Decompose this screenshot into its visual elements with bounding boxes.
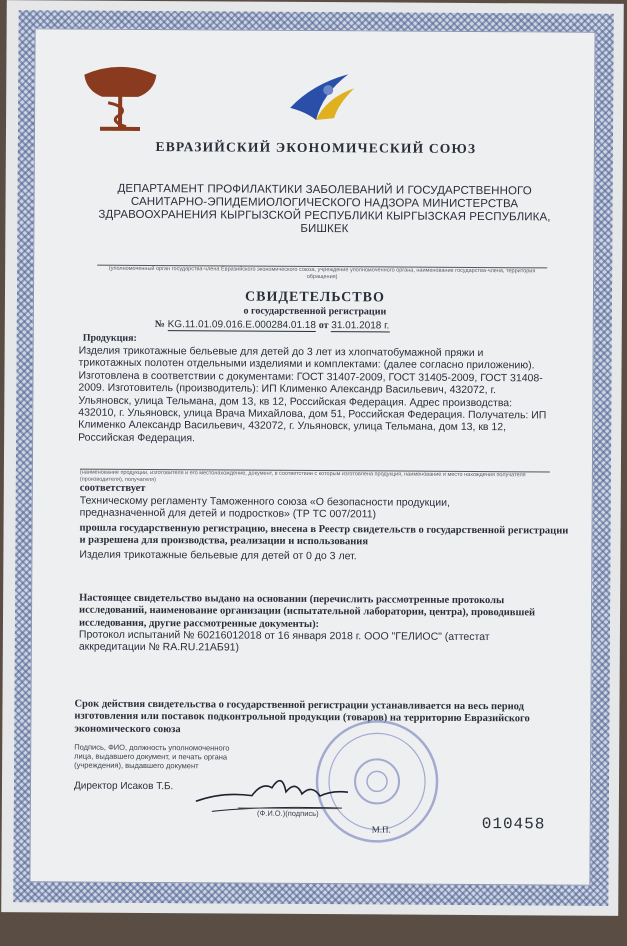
basis-text: Протокол испытаний № 60216012018 от 16 января 2018 г. ООО "ГЕЛИОС" (аттестат аккредитации № RA.RU.21АБ91) bbox=[78, 628, 490, 654]
department-name: ДЕПАРТАМЕНТ ПРОФИЛАКТИКИ ЗАБОЛЕВАНИЙ И ГОСУДАРСТВЕННОГО САНИТАРНО-ЭПИДЕМИОЛОГИЧЕСКОГО НАДЗОРА МИНИСТЕРСТВА ЗДРАВООХРАНЕНИЯ КЫРГЫЗСКОЙ РЕСПУБЛИКИ КЫРГЫЗСКАЯ РЕСПУБЛИКА, БИШКЕК bbox=[98, 182, 551, 236]
registration-text: прошла государственную регистрацию, внесена в Реестр свидетельств о государственной регистрации и разрешена для производства, реализации и использования bbox=[79, 522, 569, 548]
certificate-sheet bbox=[1, 0, 624, 916]
registration-usage: Изделия трикотажные бельевые для детей от 0 до 3 лет. bbox=[79, 548, 357, 563]
validity-text: Срок действия свидетельства о государственной регистрации устанавливается на весь период изготовления или поставок подконтрольной продукции (товаров) на территорию Евразийского экономического союза bbox=[74, 698, 530, 736]
medical-emblem-icon bbox=[78, 53, 162, 134]
conformity-text: Техническому регламенту Таможенного союза «О безопасности продукции, предназначенной для детей и подростков» (ТР ТС 007/2011) bbox=[79, 494, 450, 521]
certificate-number-line bbox=[155, 319, 390, 331]
product-description: Изделия трикотажные бельевые для детей до 3 лет из хлопчатобумажной пряжи и трикотажных полотен отдельными изделиями и комплектами: (далее согласно приложению). Изготовлена в соответствии с документами: ГОСТ 31407-2009, ГОСТ 31405-2009, ГОСТ 31408-2009. Изготовитель (производитель): ИП Клименко Александр Васильевич, 432072, г. Ульяновск, улица Тельмана, дом 13, кв 12, Российская Федерация. Адрес производства: 432010, г. Ульяновск, улица Врача Михайлова, дом 51, Российская Федерация. Получатель: ИП Клименко Александр Васильевич, 432072, г. Ульяновск, улица Тельмана, дом 13, кв 12, Российская Федерация. bbox=[78, 344, 547, 445]
stamp-place: М.П. bbox=[371, 824, 391, 835]
conformity-label: соответствует bbox=[79, 482, 146, 494]
union-title: ЕВРАЗИЙСКИЙ ЭКОНОМИЧЕСКИЙ СОЮЗ bbox=[155, 139, 477, 156]
certificate-date: 31.01.2018 г. bbox=[331, 320, 390, 332]
product-label: Продукция: bbox=[82, 332, 137, 344]
certificate-number: KG.11.01.09.016.Е.000284.01.18 bbox=[167, 319, 316, 332]
department-caption: (уполномоченный орган государства-члена Евразийского экономического союза, учреждение уполномоченного органа, наименование государства-члена, территория обращения) bbox=[97, 265, 547, 283]
eaeu-logo-icon bbox=[282, 68, 364, 126]
number-prefix: № bbox=[154, 319, 165, 331]
basis-heading: Настоящее свидетельство выдано на основании (перечислить рассмотренные протоколы исследований, наименование организации (испытательной лаборатории, центра), проводившей исследования, другие рассмотренные документы): bbox=[78, 592, 536, 630]
date-prefix: от bbox=[318, 320, 329, 332]
serial-number: 010458 bbox=[481, 815, 546, 834]
fio-caption: (Ф.И.О.)(подпись) bbox=[238, 808, 338, 819]
signature-caption: Подпись, ФИО, должность уполномоченного лица, выдавшего документ, и печать органа (учреждения), выдавшего документ bbox=[74, 742, 230, 771]
product-caption: (наименование продукции, изготовителя и его местонахождение, документ, в соответствии с которым изготовлена продукция, наименование и место нахождения получателя (производителя), получателя) bbox=[80, 469, 550, 487]
signer-name: Директор Исаков Т.Б. bbox=[73, 780, 174, 793]
certificate-subtitle: о государственной регистрации bbox=[243, 305, 387, 318]
certificate-title: СВИДЕТЕЛЬСТВО bbox=[245, 289, 385, 306]
